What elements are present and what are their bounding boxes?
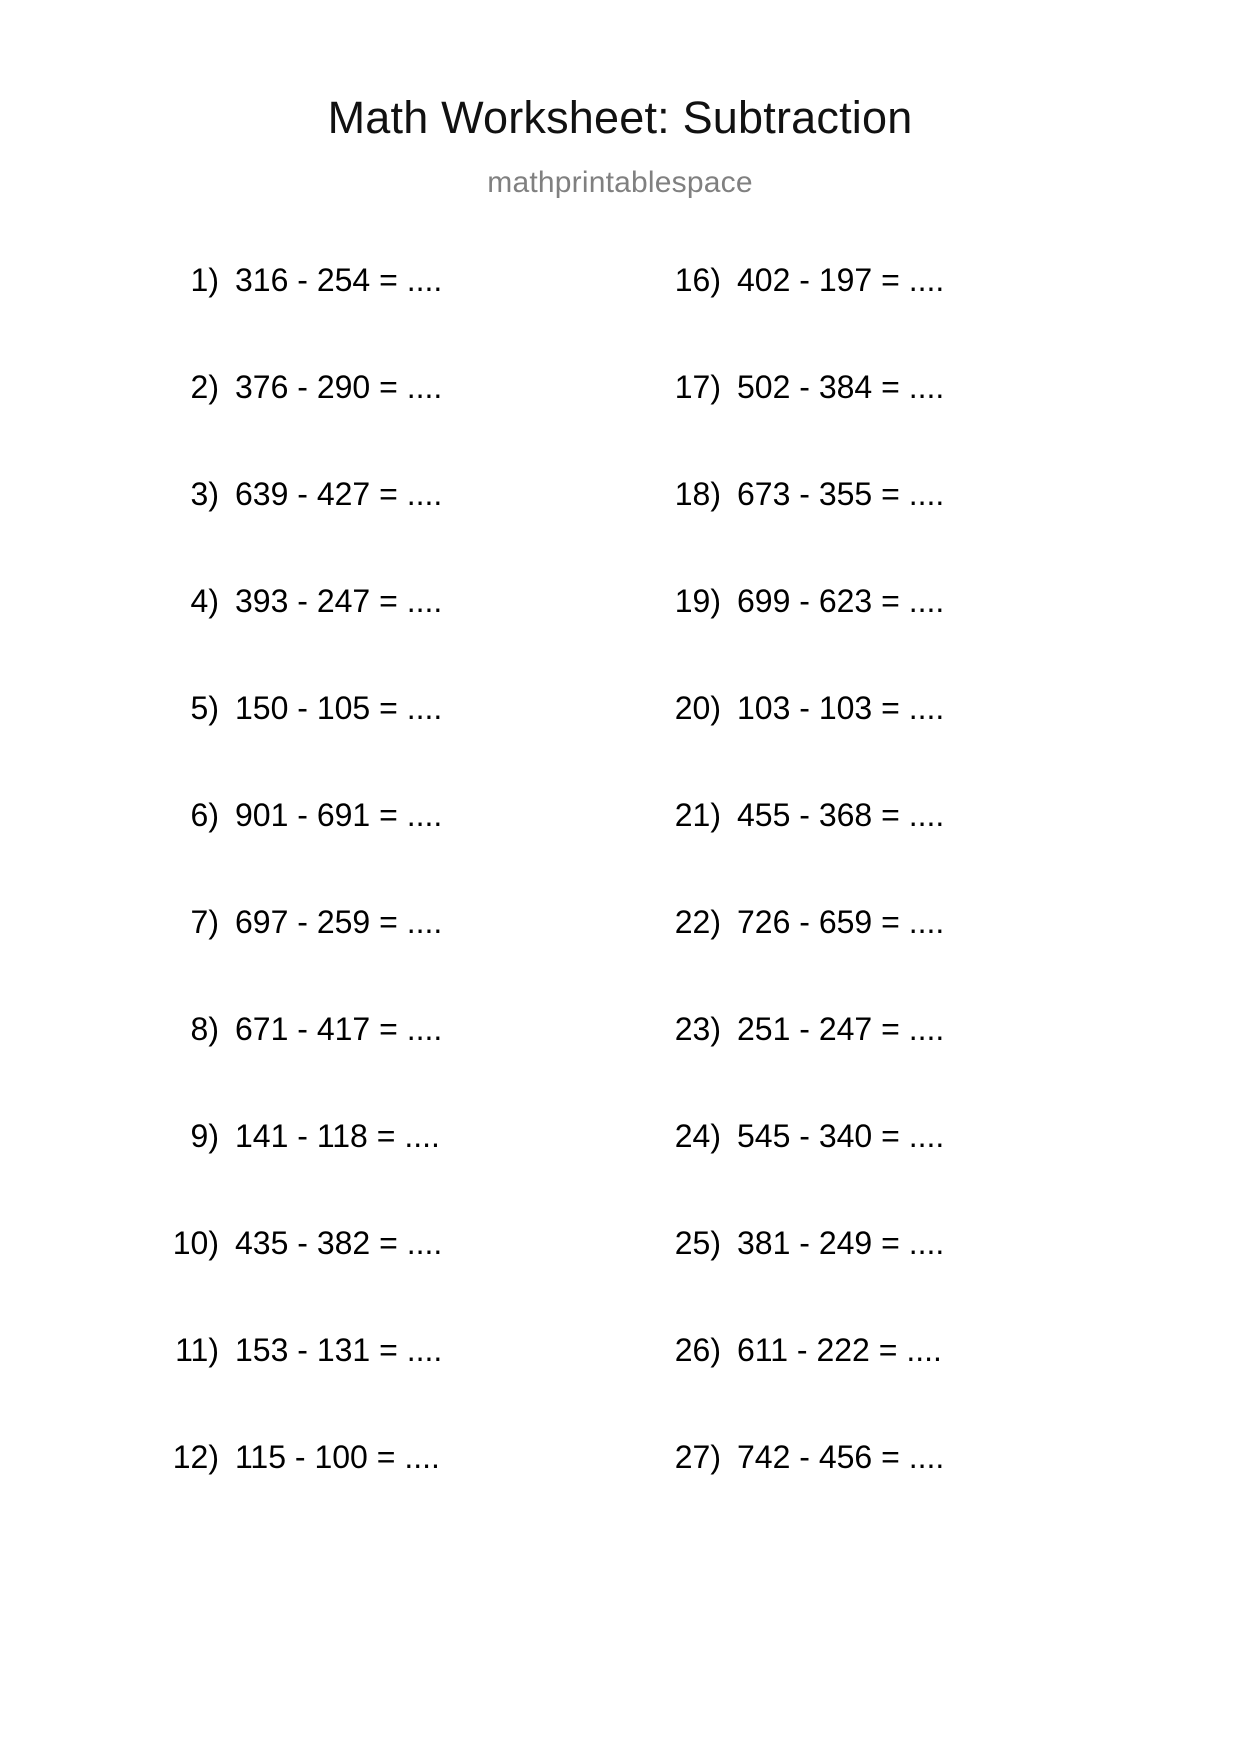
problem-number: 20) bbox=[674, 690, 721, 726]
problems-column-right bbox=[625, 262, 1105, 1546]
problem-item bbox=[625, 1225, 1105, 1332]
problem-expression: 316 - 254 = .... bbox=[235, 262, 443, 298]
problem-expression: 502 - 384 = .... bbox=[737, 369, 945, 405]
problem-number: 6) bbox=[190, 797, 219, 833]
problem-item bbox=[625, 797, 1105, 904]
page-subtitle: mathprintablespace bbox=[487, 166, 753, 199]
problem-expression: 742 - 456 = .... bbox=[737, 1439, 945, 1475]
problem-item bbox=[625, 1439, 1105, 1546]
problem-item bbox=[625, 904, 1105, 1011]
problem-number: 16) bbox=[674, 262, 721, 298]
problem-item bbox=[625, 1118, 1105, 1225]
problem-item bbox=[625, 476, 1105, 583]
problem-number: 8) bbox=[190, 1011, 219, 1047]
problem-number: 21) bbox=[674, 797, 721, 833]
problem-item bbox=[625, 690, 1105, 797]
problem-item bbox=[625, 369, 1105, 476]
problem-number: 27) bbox=[674, 1439, 721, 1475]
problem-number: 22) bbox=[674, 904, 721, 940]
problem-item bbox=[145, 1118, 625, 1225]
problem-expression: 103 - 103 = .... bbox=[737, 690, 945, 726]
problem-expression: 435 - 382 = .... bbox=[235, 1225, 443, 1261]
problem-expression: 376 - 290 = .... bbox=[235, 369, 443, 405]
problem-expression: 673 - 355 = .... bbox=[737, 476, 945, 512]
problem-number: 2) bbox=[190, 369, 219, 405]
problem-expression: 611 - 222 = .... bbox=[737, 1332, 942, 1368]
problem-item bbox=[145, 369, 625, 476]
problem-expression: 115 - 100 = .... bbox=[235, 1439, 440, 1475]
problem-expression: 639 - 427 = .... bbox=[235, 476, 443, 512]
problem-number: 19) bbox=[674, 583, 721, 619]
problem-item bbox=[625, 583, 1105, 690]
problem-item bbox=[145, 690, 625, 797]
problem-expression: 901 - 691 = .... bbox=[235, 797, 443, 833]
problem-expression: 455 - 368 = .... bbox=[737, 797, 945, 833]
problem-number: 23) bbox=[674, 1011, 721, 1047]
problems-grid bbox=[0, 262, 1240, 1546]
problem-item bbox=[625, 262, 1105, 369]
problem-item bbox=[145, 1439, 625, 1546]
problem-item bbox=[625, 1011, 1105, 1118]
problem-number: 18) bbox=[674, 476, 721, 512]
problem-item bbox=[145, 904, 625, 1011]
problem-expression: 141 - 118 = .... bbox=[235, 1118, 440, 1154]
problem-expression: 671 - 417 = .... bbox=[235, 1011, 443, 1047]
problem-item bbox=[145, 1225, 625, 1332]
problem-number: 3) bbox=[190, 476, 219, 512]
problem-number: 24) bbox=[674, 1118, 721, 1154]
problem-number: 11) bbox=[175, 1332, 219, 1368]
problem-expression: 150 - 105 = .... bbox=[235, 690, 443, 726]
problem-expression: 699 - 623 = .... bbox=[737, 583, 945, 619]
problem-number: 25) bbox=[674, 1225, 721, 1261]
problem-number: 10) bbox=[172, 1225, 219, 1261]
problem-expression: 251 - 247 = .... bbox=[737, 1011, 945, 1047]
problem-item bbox=[145, 262, 625, 369]
problem-expression: 726 - 659 = .... bbox=[737, 904, 945, 940]
problem-expression: 545 - 340 = .... bbox=[737, 1118, 945, 1154]
problem-number: 7) bbox=[190, 904, 219, 940]
problem-number: 12) bbox=[172, 1439, 219, 1475]
problem-item bbox=[145, 583, 625, 690]
problem-item bbox=[625, 1332, 1105, 1439]
problem-item bbox=[145, 797, 625, 904]
problem-number: 4) bbox=[190, 583, 219, 619]
problem-item bbox=[145, 1011, 625, 1118]
problem-expression: 393 - 247 = .... bbox=[235, 583, 443, 619]
problem-item bbox=[145, 1332, 625, 1439]
page-title: Math Worksheet: Subtraction bbox=[327, 92, 913, 143]
problem-expression: 381 - 249 = .... bbox=[737, 1225, 945, 1261]
problem-number: 9) bbox=[190, 1118, 219, 1154]
problem-item bbox=[145, 476, 625, 583]
problem-number: 17) bbox=[674, 369, 721, 405]
problems-column-left bbox=[145, 262, 625, 1546]
problem-expression: 402 - 197 = .... bbox=[737, 262, 945, 298]
problem-number: 1) bbox=[190, 262, 219, 298]
problem-number: 26) bbox=[674, 1332, 721, 1368]
problem-number: 5) bbox=[190, 690, 219, 726]
problem-expression: 153 - 131 = .... bbox=[235, 1332, 443, 1368]
problem-expression: 697 - 259 = .... bbox=[235, 904, 443, 940]
